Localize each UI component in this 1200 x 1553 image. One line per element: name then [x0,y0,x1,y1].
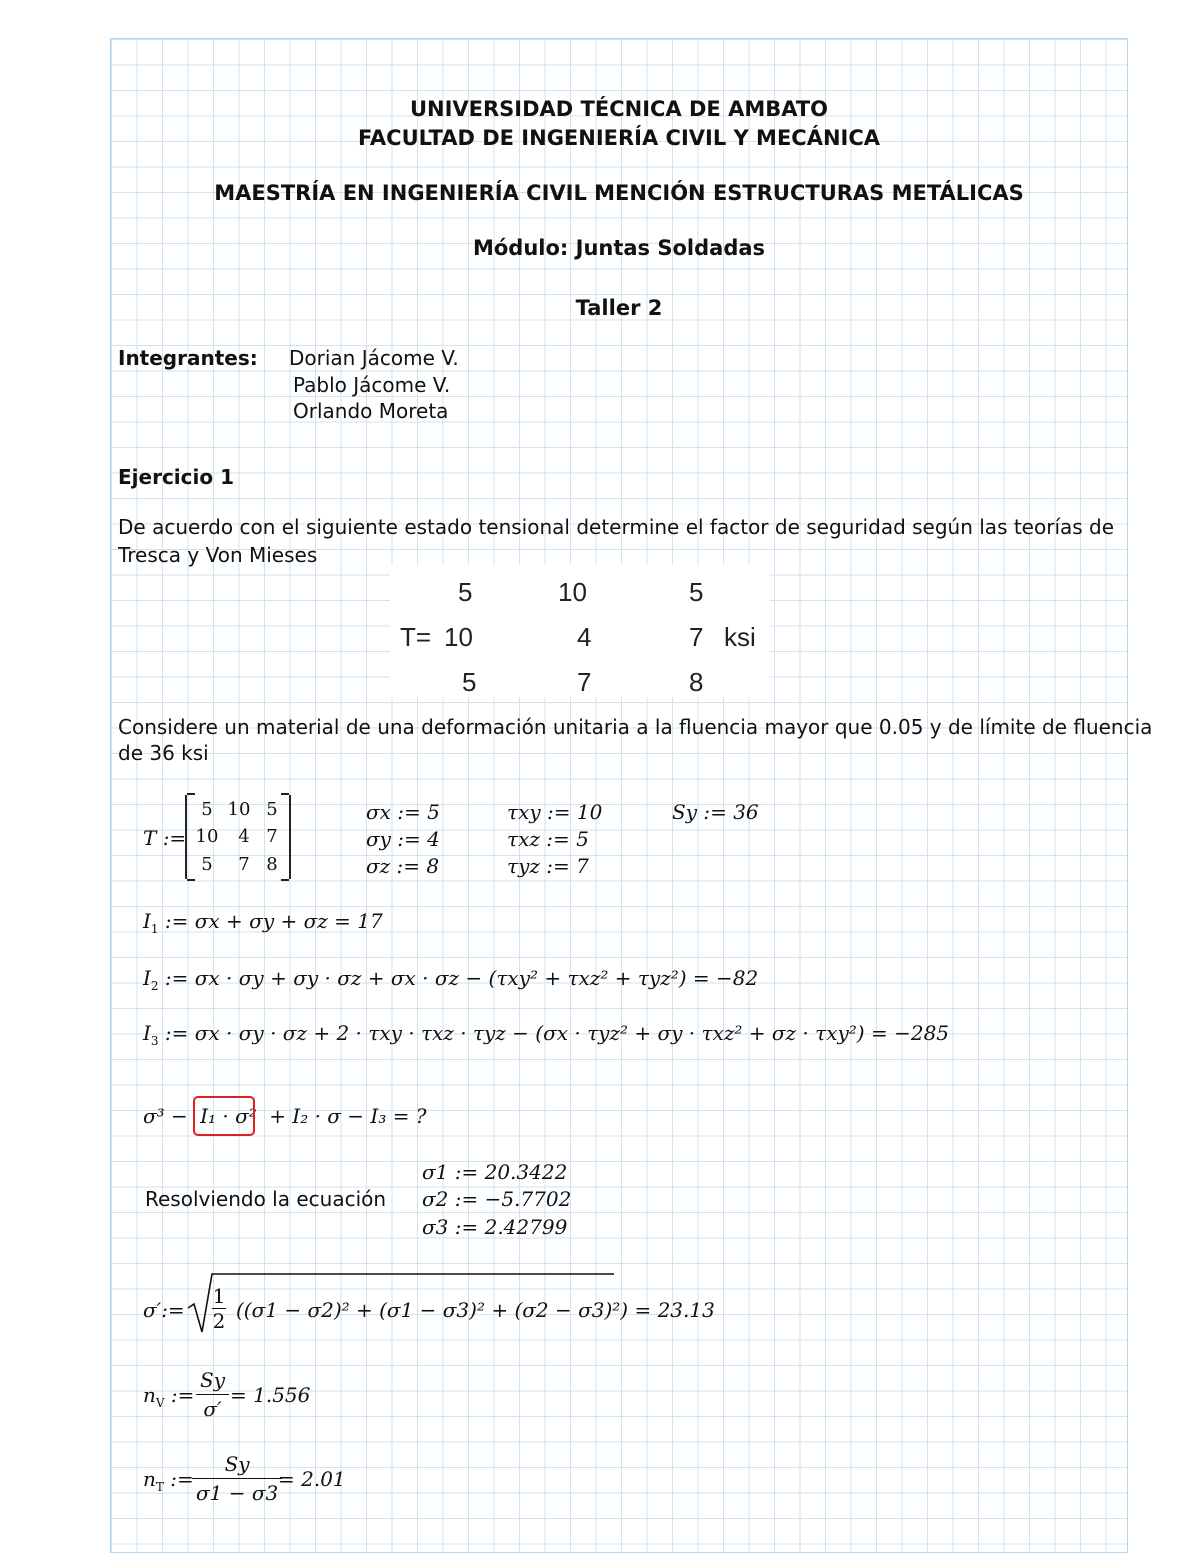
program-title: MAESTRÍA EN INGENIERÍA CIVIL MENCIÓN ESTRUCTURAS METÁLICAS [214,181,1024,205]
char-eq-highlight: I₁ · σ² [200,1104,257,1128]
matrix-label: T := [143,826,187,850]
tensor-unit: ksi [724,622,756,652]
nv-lhs: $n_V$ := [143,1383,195,1410]
matrix-cell: 4 [238,826,250,847]
tensor-cell: 7 [689,622,704,652]
matrix-cell: 10 [195,826,219,847]
member-name: Orlando Moreta [293,399,449,423]
university-title: UNIVERSIDAD TÉCNICA DE AMBATO [409,97,829,121]
sy-def: Sy := 36 [672,800,759,824]
material-statement: Considere un material de una deformación unitaria a la fluencia mayor que 0.05 y de límite de fluencia [118,715,1153,739]
member-name: Dorian Jácome V. [289,346,459,370]
tensor-cell: 10 [444,622,473,652]
matrix-cell: 5 [201,854,213,875]
faculty-title: FACULTAD DE INGENIERÍA CIVIL Y MECÁNICA [357,126,881,150]
invariant-I1: $I_1$ := σx + σy + σz = 17 [143,909,383,936]
exercise-statement: De acuerdo con el siguiente estado tensional determine el factor de seguridad según las teorías de [118,515,1115,539]
tensor-cell: 5 [458,577,473,607]
nt-result: = 2.01 [278,1467,346,1491]
root-sigma2: σ2 := −5.7702 [422,1187,572,1211]
tensor-cell: 5 [689,577,704,607]
solve-label: Resolviendo la ecuación [145,1187,387,1211]
root-sigma1: σ1 := 20.3422 [422,1160,568,1184]
vm-frac-num: 1 [212,1284,226,1308]
tensor-cell: 8 [689,667,704,697]
nt-lhs: $n_T$ := [143,1467,194,1494]
member-name: Pablo Jácome V. [293,373,451,397]
nt-denominator: σ1 − σ3 [196,1481,279,1505]
tau-yz-def: τyz := 7 [507,854,589,878]
tau-xz-def: τxz := 5 [507,827,589,851]
highlight-box [193,1096,255,1136]
matrix-cell: 7 [238,854,250,875]
root-sigma3: σ3 := 2.42799 [422,1215,568,1239]
tensor-cell: 4 [577,622,592,652]
char-eq-end: + I₂ · σ − I₃ = ? [269,1104,427,1128]
tensor-prefix: T= [400,622,432,652]
nv-numerator: Sy [196,1366,229,1395]
vm-frac-den: 2 [212,1309,226,1333]
stress-matrix [185,795,291,879]
char-eq-start: σ³ − [143,1104,188,1128]
tau-xy-def: τxy := 10 [507,800,603,824]
invariant-I2: $I_2$ := σx · σy + σy · σz + σx · σz − (τxy² + τxz² + τyz²) = −82 [143,966,759,993]
exercise-statement: Tresca y Von Mieses [118,543,318,567]
matrix-cell: 8 [266,854,278,875]
matrix-cell: 7 [266,826,278,847]
tensor-cell: 7 [577,667,592,697]
von-mises-expression: ((σ1 − σ2)² + (σ1 − σ3)² + (σ2 − σ3)²) = 23.13 [236,1298,715,1322]
invariant-I3-expr: σx · σy · σz + 2 · τxy · τxz · τyz − (σx · τyz² + σy · τxz² + σz · τxy²) = −285 [194,1021,950,1045]
exercise-title: Ejercicio 1 [118,465,234,489]
matrix-cell: 10 [227,799,251,820]
vm-fraction [212,1284,226,1333]
nv-result: = 1.556 [230,1383,311,1407]
invariant-I3: $I_3$ := σx · σy · σz + 2 · τxy · τxz · τyz − (σx · τyz² + σy · τxz² + σz · τxy²) = −285 [143,1021,950,1048]
tensor-cell: 10 [558,577,587,607]
invariant-I2-expr: σx · σy + σy · σz + σx · σz − (τxy² + τxz² + τyz²) = −82 [194,966,759,990]
sigma-y-def: σy := 4 [366,827,440,851]
tensor-image [390,565,770,697]
sigma-x-def: σx := 5 [366,800,440,824]
nt-fraction [192,1450,282,1507]
workshop-title: Taller 2 [575,296,663,320]
matrix-cell: 5 [266,799,278,820]
characteristic-equation [143,1104,427,1128]
von-mises-lhs: σ′:= [143,1298,185,1322]
nt-numerator: Sy [192,1450,282,1479]
nv-fraction [196,1366,229,1423]
material-statement: de 36 ksi [118,741,209,765]
module-title: Módulo: Juntas Soldadas [472,236,766,260]
matrix-cell: 5 [201,799,213,820]
members-label: Integrantes: [118,346,258,370]
nv-denominator: σ′ [203,1397,222,1421]
sigma-z-def: σz := 8 [366,854,440,878]
invariant-I1-expr: σx + σy + σz = 17 [194,909,383,933]
tensor-cell: 5 [462,667,477,697]
